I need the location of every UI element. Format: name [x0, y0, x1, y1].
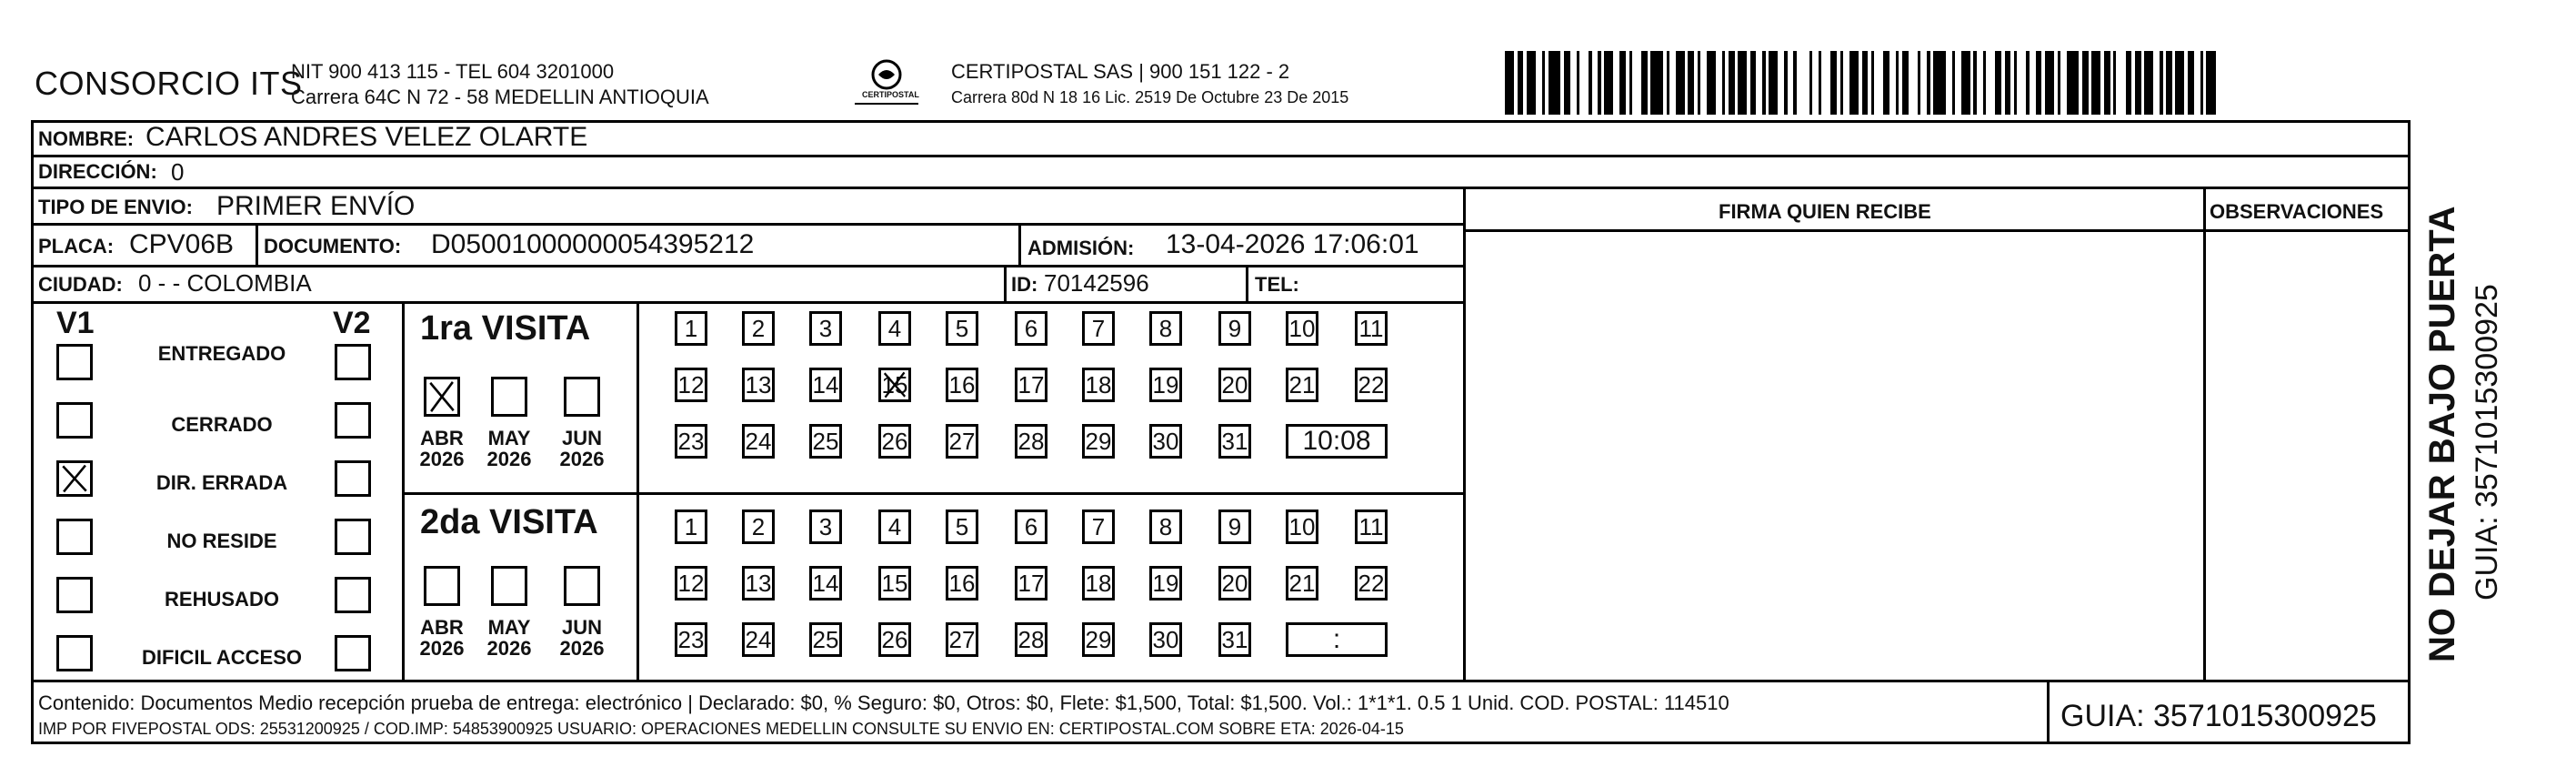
day-box[interactable]: 12: [675, 368, 707, 402]
day-box[interactable]: 14: [809, 566, 842, 600]
tipo-envio-label: TIPO DE ENVIO:: [38, 196, 193, 218]
certipostal-logo-icon: [846, 58, 927, 107]
footer-contents: Contenido: Documentos Medio recepción prueba de entrega: electrónico | Declarado: $0, % Seguro: $0, Otros: $0, Flete: $1,500, Total: $1,500. Vol.: 1*1*1. 0.5 1 Unid. COD. POSTAL: 114510: [38, 691, 1729, 714]
company-nit-line: NIT 900 413 115 - TEL 604 3201000: [291, 60, 615, 83]
status-label: NO RESIDE: [166, 530, 277, 552]
barcode-bar: [2045, 51, 2054, 115]
v2-checkbox[interactable]: [335, 402, 371, 439]
direccion-label: DIRECCIÓN:: [38, 160, 157, 183]
barcode-bar: [1909, 51, 1918, 115]
barcode-bar: [2017, 51, 2026, 115]
day-box[interactable]: 8: [1149, 311, 1182, 346]
barcode-bar: [1778, 51, 1784, 115]
direccion-value: 0: [171, 158, 185, 186]
month-checkbox[interactable]: [491, 377, 527, 417]
barcode-bar: [1688, 51, 1694, 115]
barcode-bar: [1933, 51, 1946, 115]
day-box[interactable]: 28: [1015, 424, 1047, 459]
tracking-barcode: [1505, 51, 2223, 115]
day-box[interactable]: 23: [675, 622, 707, 657]
month-year: 2026: [419, 448, 465, 471]
barcode-bar: [1862, 51, 1869, 115]
barcode-bar: [1920, 51, 1927, 115]
nombre-label: NOMBRE:: [38, 127, 135, 150]
day-box[interactable]: 21: [1286, 566, 1318, 600]
barcode-bar: [1986, 51, 1995, 115]
barcode-bar: [1889, 51, 1896, 115]
barcode-bar: [1669, 51, 1676, 115]
barcode-bar: [1797, 51, 1809, 115]
day-box[interactable]: 5: [946, 510, 978, 544]
barcode-bar: [1995, 51, 2001, 115]
barcode-bar: [2216, 51, 2222, 115]
barcode-bar: [2153, 51, 2160, 115]
barcode-bar: [1843, 51, 1849, 115]
day-box[interactable]: 29: [1082, 622, 1115, 657]
visit2-title: 2da VISITA: [420, 503, 598, 541]
visit1-title: 1ra VISITA: [420, 309, 591, 348]
documento-label: DOCUMENTO:: [264, 235, 402, 257]
handwritten-x-mark-icon: [59, 463, 90, 494]
barcode-bar: [1769, 51, 1778, 115]
v2-checkbox[interactable]: [335, 460, 371, 497]
day-box[interactable]: 30: [1149, 424, 1182, 459]
barcode-bar: [1707, 51, 1716, 115]
barcode-bar: [1874, 51, 1883, 115]
month-year: 2026: [559, 637, 605, 661]
month-year: 2026: [419, 637, 465, 661]
nombre-value: CARLOS ANDRES VELEZ OLARTE: [145, 122, 588, 152]
firma-label: FIRMA QUIEN RECIBE: [1719, 200, 1931, 223]
day-box[interactable]: 5: [946, 311, 978, 346]
day-box[interactable]: 11: [1355, 311, 1388, 346]
barcode-bar: [1579, 51, 1589, 115]
courier-address-line: Carrera 80d N 18 16 Lic. 2519 De Octubre 23 De 2015: [951, 88, 1349, 106]
side-guia: GUIA: 3571015300925: [2470, 284, 2504, 600]
day-box[interactable]: 4: [878, 510, 911, 544]
status-label: ENTREGADO: [157, 342, 286, 365]
v1-checkbox[interactable]: [56, 519, 93, 555]
day-box[interactable]: 19: [1149, 566, 1182, 600]
footer-guia: GUIA: 3571015300925: [2060, 699, 2377, 733]
id-label: ID:: [1011, 273, 1038, 296]
day-box[interactable]: 9: [1218, 510, 1251, 544]
day-box[interactable]: 13: [742, 566, 775, 600]
barcode-bar: [1821, 51, 1830, 115]
barcode-bar: [1977, 51, 1983, 115]
month-year: 2026: [486, 637, 532, 661]
courier-logo: [846, 58, 927, 107]
barcode-bar: [2144, 51, 2153, 115]
month-name: ABR: [420, 616, 464, 639]
observaciones-label: OBSERVACIONES: [2210, 200, 2384, 223]
barcode-bar: [2082, 51, 2089, 115]
day-box[interactable]: 29: [1082, 424, 1115, 459]
barcode-bar: [1641, 51, 1648, 115]
v1-checkbox[interactable]: [56, 460, 93, 497]
status-label: DIR. ERRADA: [155, 471, 288, 494]
day-box[interactable]: 22: [1355, 566, 1388, 600]
barcode-bar: [2104, 51, 2110, 115]
day-box[interactable]: 16: [946, 368, 978, 402]
barcode-bar: [1570, 51, 1577, 115]
day-box[interactable]: 24: [742, 622, 775, 657]
v2-checkbox[interactable]: [335, 635, 371, 671]
day-box[interactable]: 22: [1355, 368, 1388, 402]
day-box[interactable]: 23: [675, 424, 707, 459]
footer-print-info: IMP POR FIVEPOSTAL ODS: 25531200925 / COD.IMP: 54853900925 USUARIO: OPERACIONES MEDELLIN CONSULTE SU ENVIO EN: CERTIPOSTAL.COM SOBRE ETA: 2026-04-15: [38, 720, 1404, 738]
day-box[interactable]: 26: [878, 622, 911, 657]
month-name: JUN: [561, 616, 602, 639]
barcode-bar: [1946, 51, 1952, 115]
barcode-bar: [2206, 51, 2215, 115]
v2-header: V2: [333, 306, 371, 340]
month-name: JUN: [561, 427, 602, 449]
barcode-bar: [1549, 51, 1561, 115]
barcode-bar: [2067, 51, 2080, 115]
day-box[interactable]: 25: [809, 424, 842, 459]
barcode-bar: [2091, 51, 2100, 115]
barcode-bar: [1592, 51, 1599, 115]
visit-time-box[interactable]: :: [1286, 622, 1388, 657]
day-box[interactable]: 8: [1149, 510, 1182, 544]
day-box[interactable]: 4: [878, 311, 911, 346]
barcode-bar: [1729, 51, 1735, 115]
barcode-bar: [2060, 51, 2067, 115]
barcode-bar: [1676, 51, 1685, 115]
barcode-bar: [2005, 51, 2011, 115]
documento-value: D05001000000054395212: [431, 229, 755, 259]
day-box[interactable]: 21: [1286, 368, 1318, 402]
barcode-bar: [1613, 51, 1619, 115]
barcode-bar: [1700, 51, 1707, 115]
barcode-bar: [1738, 51, 1747, 115]
day-box[interactable]: 14: [809, 368, 842, 402]
barcode-bar: [1955, 51, 1961, 115]
day-box[interactable]: 19: [1149, 368, 1182, 402]
barcode-bar: [1518, 51, 1524, 115]
admision-value: 13-04-2026 17:06:01: [1166, 229, 1419, 259]
day-box[interactable]: 13: [742, 368, 775, 402]
day-box[interactable]: 17: [1015, 368, 1047, 402]
month-checkbox[interactable]: [424, 377, 460, 417]
courier-nit-line: CERTIPOSTAL SAS | 900 151 122 - 2: [951, 60, 1290, 83]
day-box[interactable]: 7: [1082, 510, 1115, 544]
id-value: 70142596: [1044, 269, 1149, 297]
barcode-bar: [1536, 51, 1542, 115]
barcode-bar: [1902, 51, 1909, 115]
status-label: REHUSADO: [165, 588, 279, 610]
barcode-bar: [2036, 51, 2042, 115]
day-box[interactable]: 9: [1218, 311, 1251, 346]
month-name: MAY: [487, 427, 531, 449]
barcode-bar: [1883, 51, 1889, 115]
barcode-bar: [1961, 51, 1970, 115]
status-label: DIFICIL ACCESO: [141, 646, 302, 669]
v1-checkbox[interactable]: [56, 402, 93, 439]
tel-label: TEL:: [1255, 273, 1299, 296]
v1-checkbox[interactable]: [56, 577, 93, 613]
barcode-bar: [1756, 51, 1762, 115]
barcode-bar: [1716, 51, 1722, 115]
barcode-bar: [2126, 51, 2132, 115]
day-box[interactable]: 2: [742, 510, 775, 544]
barcode-bar: [2135, 51, 2141, 115]
day-box[interactable]: 10: [1286, 510, 1318, 544]
day-box[interactable]: 3: [809, 510, 842, 544]
barcode-bar: [1650, 51, 1663, 115]
barcode-bar: [1564, 51, 1570, 115]
day-box[interactable]: 18: [1082, 566, 1115, 600]
barcode-bar: [2030, 51, 2036, 115]
month-checkbox[interactable]: [564, 566, 600, 606]
day-box[interactable]: 3: [809, 311, 842, 346]
barcode-bar: [1788, 51, 1794, 115]
month-name: ABR: [420, 427, 464, 449]
day-box[interactable]: 11: [1355, 510, 1388, 544]
barcode-bar: [1505, 51, 1514, 115]
side-warning: NO DEJAR BAJO PUERTA: [2422, 206, 2462, 662]
day-box[interactable]: 7: [1082, 311, 1115, 346]
v2-checkbox[interactable]: [335, 577, 371, 613]
day-box[interactable]: 28: [1015, 622, 1047, 657]
barcode-bar: [1849, 51, 1859, 115]
month-label: [413, 617, 471, 659]
v1-checkbox[interactable]: [56, 344, 93, 380]
company-name: CONSORCIO ITS: [35, 65, 303, 102]
day-box[interactable]: 30: [1149, 622, 1182, 657]
company-address-line: Carrera 64C N 72 - 58 MEDELLIN ANTIOQUIA: [291, 86, 709, 108]
month-checkbox[interactable]: [424, 566, 460, 606]
day-box[interactable]: 1: [675, 510, 707, 544]
day-box[interactable]: 20: [1218, 566, 1251, 600]
day-box[interactable]: 27: [946, 424, 978, 459]
day-box[interactable]: 20: [1218, 368, 1251, 402]
barcode-bar: [2194, 51, 2200, 115]
month-label: [553, 428, 611, 469]
month-label: [553, 617, 611, 659]
day-box[interactable]: 10: [1286, 311, 1318, 346]
month-label: [413, 428, 471, 469]
day-box[interactable]: 24: [742, 424, 775, 459]
courier-logo-text: CERTIPOSTAL: [862, 90, 919, 99]
day-box[interactable]: 27: [946, 622, 978, 657]
barcode-bar: [2166, 51, 2172, 115]
barcode-bar: [1750, 51, 1757, 115]
day-box[interactable]: 6: [1015, 510, 1047, 544]
barcode-bar: [1812, 51, 1819, 115]
handwritten-x-mark-icon: [426, 379, 457, 414]
tipo-envio-value: PRIMER ENVÍO: [216, 191, 416, 221]
placa-value: CPV06B: [129, 229, 235, 259]
month-checkbox[interactable]: [491, 566, 527, 606]
month-year: 2026: [486, 448, 532, 471]
month-label: [480, 428, 538, 469]
day-box[interactable]: 31: [1218, 622, 1251, 657]
day-box[interactable]: 25: [809, 622, 842, 657]
day-box[interactable]: 18: [1082, 368, 1115, 402]
day-box[interactable]: 2: [742, 311, 775, 346]
day-box[interactable]: 17: [1015, 566, 1047, 600]
v2-checkbox[interactable]: [335, 519, 371, 555]
barcode-bar: [1632, 51, 1641, 115]
day-box[interactable]: 26: [878, 424, 911, 459]
month-name: MAY: [487, 616, 531, 639]
day-box[interactable]: 15: [878, 566, 911, 600]
day-box[interactable]: 16: [946, 566, 978, 600]
month-label: [480, 617, 538, 659]
barcode-bar: [1830, 51, 1837, 115]
ciudad-label: CIUDAD:: [38, 273, 123, 296]
admision-label: ADMISIÓN:: [1027, 237, 1135, 259]
month-year: 2026: [559, 448, 605, 471]
day-box[interactable]: 6: [1015, 311, 1047, 346]
handwritten-x-mark-icon: [881, 370, 908, 399]
day-box[interactable]: 1: [675, 311, 707, 346]
v2-checkbox[interactable]: [335, 344, 371, 380]
status-label: CERRADO: [171, 413, 273, 436]
ciudad-value: 0 - - COLOMBIA: [138, 269, 312, 297]
placa-label: PLACA:: [38, 235, 115, 257]
day-box[interactable]: 15: [878, 368, 911, 402]
day-box[interactable]: 12: [675, 566, 707, 600]
month-checkbox[interactable]: [564, 377, 600, 417]
v1-checkbox[interactable]: [56, 635, 93, 671]
barcode-bar: [1527, 51, 1536, 115]
barcode-bar: [1619, 51, 1626, 115]
barcode-bar: [2188, 51, 2194, 115]
barcode-bar: [2116, 51, 2125, 115]
visit-time-box[interactable]: 10:08: [1286, 424, 1388, 459]
v1-header: V1: [56, 306, 95, 340]
barcode-bar: [2175, 51, 2184, 115]
barcode-bar: [1604, 51, 1613, 115]
day-box[interactable]: 31: [1218, 424, 1251, 459]
